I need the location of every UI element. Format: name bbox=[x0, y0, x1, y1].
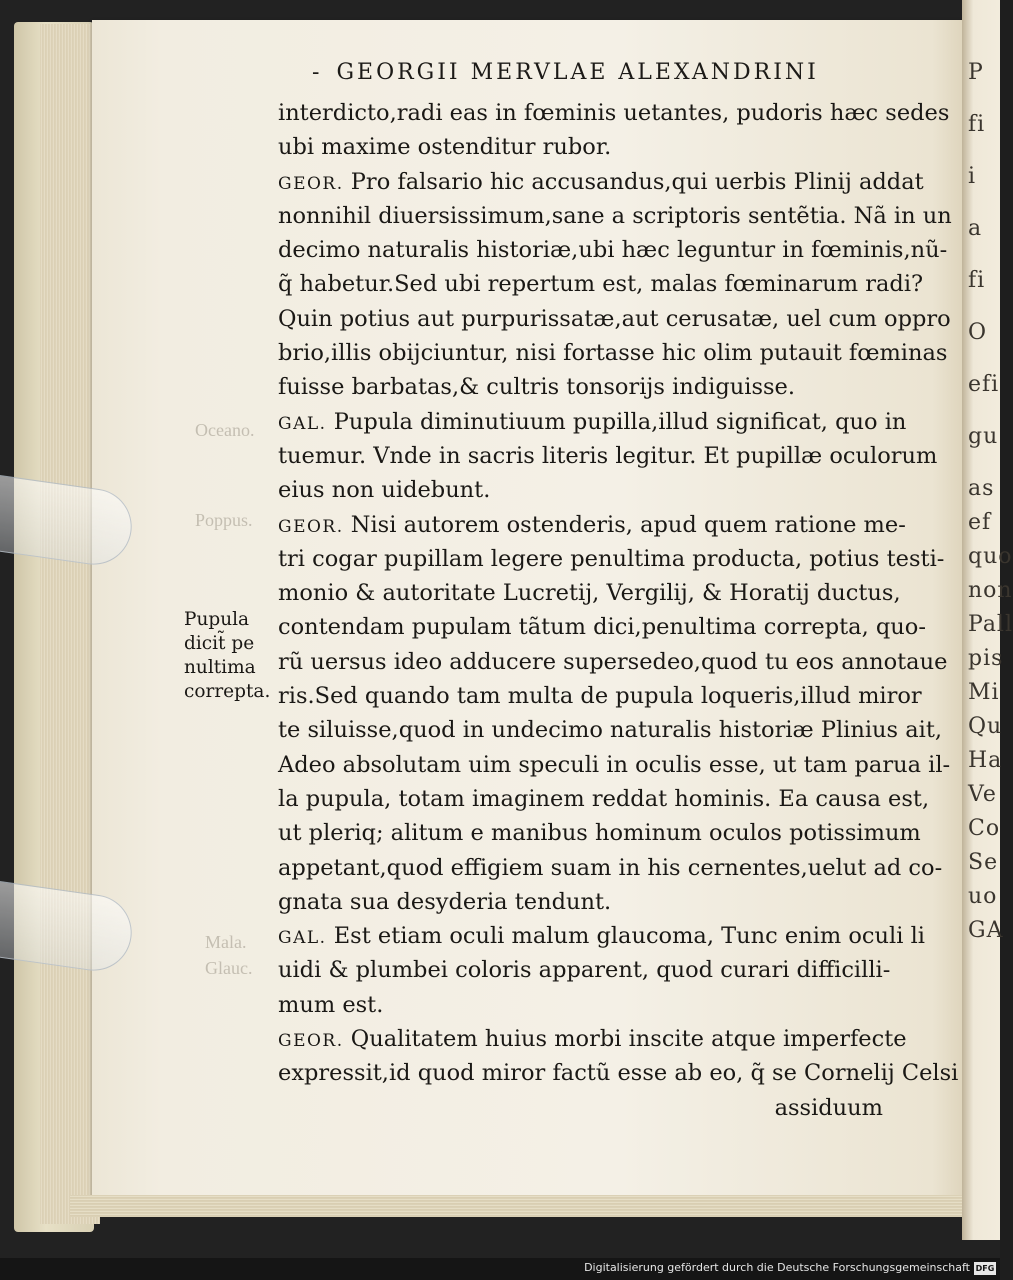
line-text: q̃ habetur.Sed ubi repertum est, malas fœminarum radi? bbox=[278, 271, 924, 298]
text-line bbox=[278, 645, 948, 679]
line-text: fuisse barbatas,& cultris tonsorijs indiguisse. bbox=[278, 374, 796, 401]
text-line bbox=[278, 953, 891, 987]
facing-page-fragment: pis bbox=[968, 646, 1004, 671]
text-line bbox=[278, 851, 943, 885]
text-line bbox=[278, 679, 922, 713]
speaker-label: GEOR. bbox=[278, 173, 344, 194]
line-text: Pro falsario hic accusandus,qui uerbis Plinij addat bbox=[350, 168, 924, 195]
line-text: eius non uidebunt. bbox=[278, 477, 491, 504]
facing-page-text bbox=[968, 60, 1013, 960]
text-line bbox=[278, 370, 883, 404]
margin-note-line: Pupula bbox=[184, 609, 250, 630]
line-text: Pupula diminutiuum pupilla,illud significat, quo in bbox=[333, 408, 907, 435]
bleed-through-text: Mala. bbox=[205, 932, 247, 952]
bleed-through-text: Glauc. bbox=[205, 958, 253, 978]
facing-page-fragment: Se bbox=[968, 850, 999, 875]
facing-page-fragment: a bbox=[968, 216, 983, 241]
text-line bbox=[278, 919, 925, 953]
margin-note-line: correpta. bbox=[184, 681, 271, 702]
text-line bbox=[278, 748, 951, 782]
facing-page-fragment: O bbox=[968, 320, 988, 345]
text-line bbox=[278, 473, 883, 507]
facing-page-fragment: Ha bbox=[968, 748, 1003, 773]
line-text: ris.Sed quando tam multa de pupula loqueris,illud miror bbox=[278, 683, 922, 710]
bleed-through-text: Poppus. bbox=[195, 510, 253, 530]
facing-page-fragment: non bbox=[968, 578, 1013, 603]
page-stack-left bbox=[40, 24, 100, 1224]
line-text: uidi & plumbei coloris apparent, quod curari difficilli- bbox=[278, 957, 891, 984]
text-line bbox=[278, 713, 943, 747]
line-text: expressit,id quod miror factũ esse ab eo, q̃ se Cornelij Celsi bbox=[278, 1060, 959, 1087]
line-text: rũ uersus ideo adducere supersedeo,quod tu eos annotaue bbox=[278, 648, 948, 675]
line-text: ut pleriq; alitum e manibus hominum oculos potissimum bbox=[278, 820, 921, 847]
text-line bbox=[278, 439, 938, 473]
line-text: Est etiam oculi malum glaucoma, Tunc enim oculi li bbox=[333, 923, 925, 950]
text-line bbox=[278, 405, 907, 439]
facing-page-fragment: uo bbox=[968, 884, 998, 909]
speaker-label: GEOR. bbox=[278, 1031, 344, 1052]
facing-page-fragment: Ve bbox=[968, 782, 997, 807]
text-line bbox=[278, 610, 926, 644]
line-text: monio & autoritate Lucretij, Vergilij, & Horatij ductus, bbox=[278, 580, 901, 607]
text-line bbox=[278, 130, 883, 164]
text-line bbox=[278, 1056, 959, 1090]
text-line bbox=[278, 508, 906, 542]
line-text: mum est. bbox=[278, 991, 384, 1018]
speaker-label: GAL. bbox=[278, 928, 327, 949]
line-text: assiduum bbox=[774, 1094, 883, 1121]
margin-note-line: dicit̃ pe bbox=[184, 633, 255, 654]
text-line bbox=[278, 336, 948, 370]
line-text: tuemur. Vnde in sacris literis legitur. Et pupillæ oculorum bbox=[278, 442, 938, 469]
line-text: ubi maxime ostenditur rubor. bbox=[278, 134, 612, 161]
running-head bbox=[312, 60, 872, 85]
text-line bbox=[278, 576, 901, 610]
text-line bbox=[278, 816, 921, 850]
line-text: Adeo absolutam uim speculi in oculis esse, ut tam parua il- bbox=[278, 751, 951, 778]
line-text: Qualitatem huius morbi inscite atque imperfecte bbox=[350, 1026, 907, 1053]
facing-page-fragment: quo bbox=[968, 544, 1013, 569]
text-line bbox=[278, 1091, 883, 1125]
line-text: Quin potius aut purpurissatæ,aut cerusatæ, uel cum oppro bbox=[278, 305, 951, 332]
main-text-block bbox=[278, 96, 959, 1125]
text-line bbox=[278, 885, 883, 919]
line-text: appetant,quod effigiem suam in his cernentes,uelut ad co- bbox=[278, 854, 943, 881]
line-text: nonnihil diuersissimum,sane a scriptoris sentẽtia. Nã in un bbox=[278, 202, 952, 229]
running-head-dash: - bbox=[312, 60, 323, 85]
facing-page-fragment: Qu bbox=[968, 714, 1003, 739]
margin-note bbox=[184, 608, 274, 704]
speaker-label: GAL. bbox=[278, 413, 327, 434]
text-line bbox=[278, 96, 950, 130]
line-text: interdicto,radi eas in fœminis uetantes, pudoris hæc sedes bbox=[278, 100, 950, 126]
facing-page-fragment: gu bbox=[968, 424, 999, 449]
facing-page-fragment: as bbox=[968, 476, 995, 501]
text-line bbox=[278, 302, 951, 336]
facing-page-fragment: Mi bbox=[968, 680, 1000, 705]
line-text: Nisi autorem ostenderis, apud quem ratione me- bbox=[350, 511, 906, 538]
line-text: la pupula, totam imaginem reddat hominis. Ea causa est, bbox=[278, 785, 930, 812]
footer-credit: Digitalisierung gefördert durch die Deutsche Forschungsgemeinschaft bbox=[584, 1261, 970, 1274]
text-line bbox=[278, 199, 952, 233]
facing-page-fragment: efi bbox=[968, 372, 1000, 397]
running-head-title: GEORGII MERVLAE ALEXANDRINI bbox=[336, 60, 819, 85]
text-line bbox=[278, 542, 945, 576]
facing-page-fragment: GA bbox=[968, 918, 1004, 943]
facing-page-fragment: P bbox=[968, 60, 984, 85]
line-text: te siluisse,quod in undecimo naturalis historiæ Plinius ait, bbox=[278, 717, 943, 744]
facing-page-fragment: fi bbox=[968, 268, 986, 293]
facing-page-fragment: i bbox=[968, 164, 977, 189]
line-text: contendam pupulam tãtum dici,penultima correpta, quo- bbox=[278, 614, 926, 641]
speaker-label: GEOR. bbox=[278, 516, 344, 537]
facing-page-fragment: Pall bbox=[968, 612, 1013, 637]
facing-page-fragment: ef bbox=[968, 510, 992, 535]
line-text: gnata sua desyderia tendunt. bbox=[278, 888, 612, 915]
text-line bbox=[278, 782, 930, 816]
facing-page-fragment: Co bbox=[968, 816, 1001, 841]
line-text: tri cogar pupillam legere penultima producta, potius testi- bbox=[278, 545, 945, 572]
page-stack-bottom bbox=[70, 1195, 970, 1217]
line-text: decimo naturalis historiæ,ubi hæc leguntur in fœminis,nũ- bbox=[278, 237, 948, 264]
text-line bbox=[278, 267, 924, 301]
text-line bbox=[278, 165, 924, 199]
line-text: brio,illis obijciuntur, nisi fortasse hic olim putauit fœminas bbox=[278, 340, 948, 367]
text-line bbox=[278, 988, 883, 1022]
margin-note-line: nultima bbox=[184, 657, 256, 678]
text-line bbox=[278, 1022, 907, 1056]
facing-page-fragment: fi bbox=[968, 112, 986, 137]
dfg-logo: DFG bbox=[975, 1264, 995, 1273]
text-line bbox=[278, 233, 948, 267]
bleed-through-text: Oceano. bbox=[195, 420, 255, 440]
